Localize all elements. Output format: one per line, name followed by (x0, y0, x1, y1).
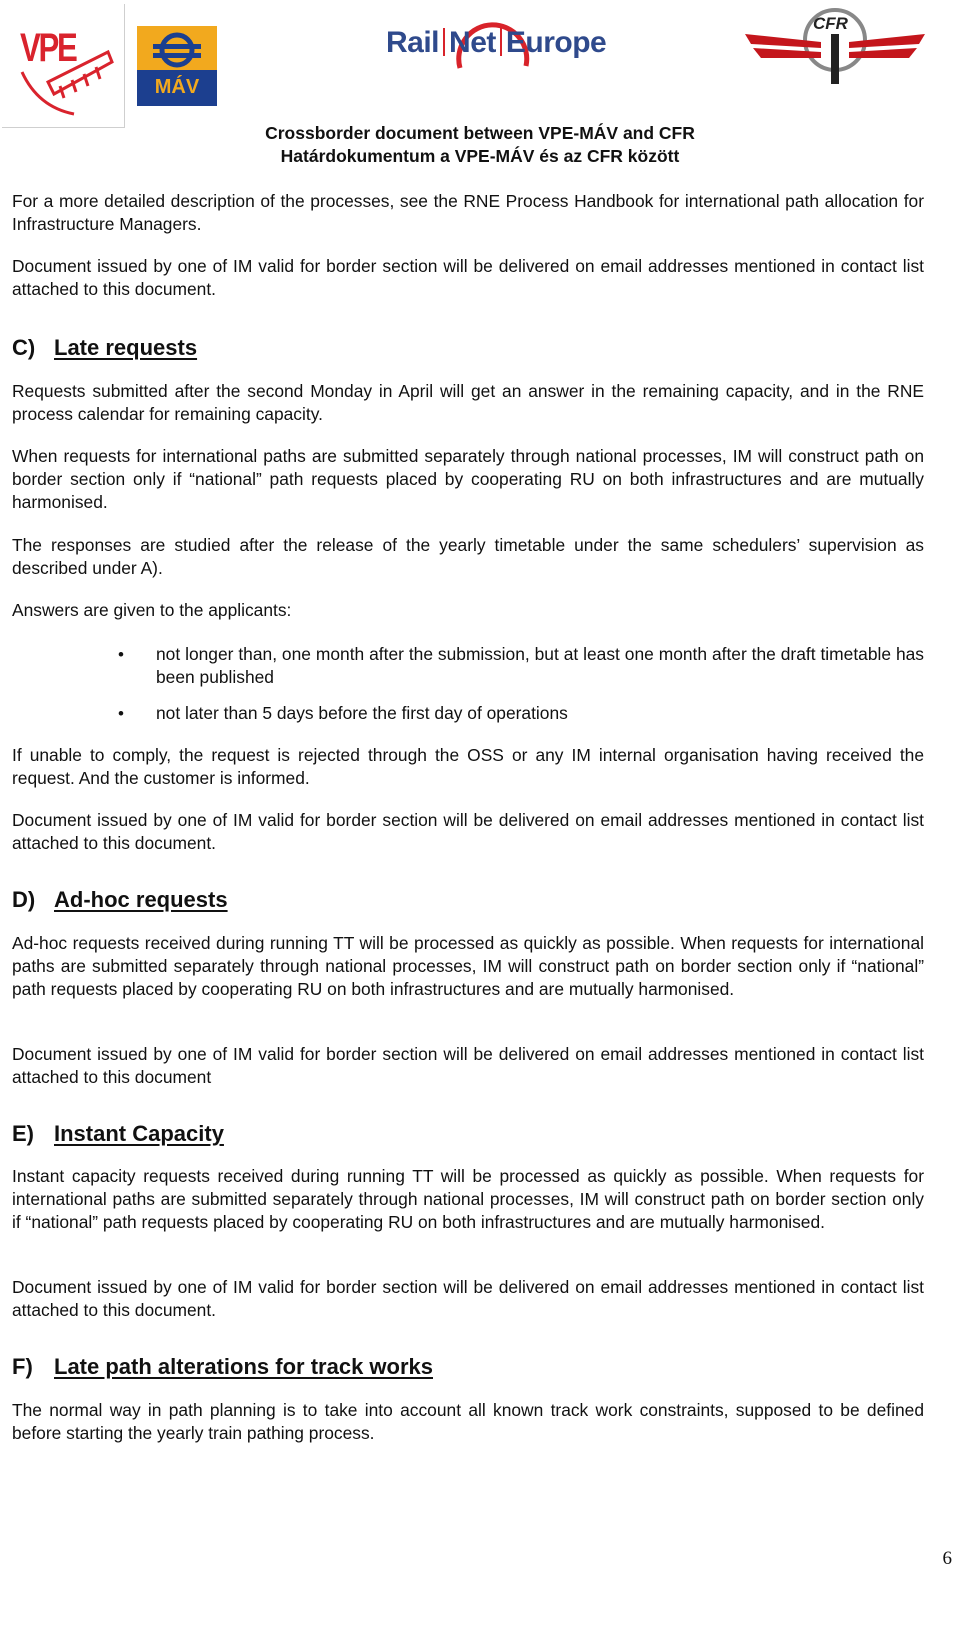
section-c-paragraph-3: The responses are studied after the release of the yearly timetable under the same schedulers’ supervision as described under A). (12, 535, 924, 578)
section-f-heading (12, 1354, 433, 1380)
rne-logo-text-net: Net (449, 26, 496, 59)
page-number: 6 (942, 1548, 952, 1569)
cfr-logo (741, 4, 929, 90)
vpe-logo-text: VPE (20, 26, 76, 70)
section-c-paragraph-6: Document issued by one of IM valid for border section will be delivered on email addresses mentioned in contact list attached to this document. (12, 810, 924, 853)
section-c-letter: C) (12, 335, 36, 360)
section-c-bullet-2: not later than 5 days before the first day of operations (156, 703, 568, 723)
vpe-logo (2, 4, 125, 128)
section-d-paragraph-2: Document issued by one of IM valid for border section will be delivered on email addresses mentioned in contact list attached to this document (12, 1044, 924, 1087)
section-d-paragraph-1: Ad-hoc requests received during running TT will be processed as quickly as possible. When requests for international paths are submitted separately through national processes, IM will construct path on border section only if “national” path requests placed by cooperating RU on both infrastructures and are mutually harmonised. (12, 933, 924, 999)
bullet-icon: • (118, 645, 124, 664)
section-c-bullet-1: not longer than, one month after the submission, but at least one month after the draft timetable has been published (156, 644, 924, 687)
section-f-letter: F) (12, 1354, 33, 1379)
intro-paragraph-2: Document issued by one of IM valid for border section will be delivered on email addresses mentioned in contact list attached to this document. (12, 256, 924, 299)
section-c-heading (12, 335, 197, 361)
bullet-icon: • (118, 704, 124, 723)
section-c-paragraph-1: Requests submitted after the second Monday in April will get an answer in the remaining capacity, and in the RNE process calendar for remaining capacity. (12, 381, 924, 424)
mav-emblem-icon (151, 30, 203, 70)
mav-logo (137, 26, 217, 106)
section-c-title: Late requests (54, 335, 198, 360)
section-f-title: Late path alterations for track works (54, 1354, 433, 1379)
section-d-title: Ad-hoc requests (54, 887, 228, 912)
section-c-paragraph-2: When requests for international paths are submitted separately through national processes, IM will construct path on border section only if “national” path requests placed by cooperating RU on both infrastructures and are mutually harmonised. (12, 446, 924, 512)
section-d-heading (12, 887, 228, 913)
rne-logo-text-rail: Rail (386, 26, 440, 59)
mav-logo-text: MÁV (154, 76, 200, 98)
section-f-paragraph-1: The normal way in path planning is to take into account all known track work constraints, supposed to be defined before starting the yearly train pathing process. (12, 1400, 924, 1443)
section-e-heading (12, 1121, 224, 1147)
section-c-paragraph-5: If unable to comply, the request is rejected through the OSS or any IM internal organisation having received the request. And the customer is informed. (12, 745, 924, 788)
section-e-paragraph-1: Instant capacity requests received during running TT will be processed as quickly as possible. When requests for international paths are submitted separately through national processes, IM will construct path on border section only if “national” path requests placed by cooperating RU on both infrastructures and are mutually harmonised. (12, 1166, 924, 1232)
section-e-title: Instant Capacity (54, 1121, 224, 1146)
intro-paragraph-1: For a more detailed description of the processes, see the RNE Process Handbook for international path allocation for Infrastructure Managers. (12, 191, 924, 234)
rne-logo-text-europe: Europe (505, 26, 607, 59)
section-d-letter: D) (12, 887, 36, 912)
section-c-paragraph-4: Answers are given to the applicants: (12, 600, 292, 620)
document-title-english: Crossborder document between VPE-MÁV and CFR (265, 123, 695, 143)
section-e-letter: E) (12, 1121, 34, 1146)
cfr-logo-text: CFR (813, 14, 848, 33)
section-e-paragraph-2: Document issued by one of IM valid for border section will be delivered on email addresses mentioned in contact list attached to this document. (12, 1277, 924, 1320)
document-title-hungarian: Határdokumentum a VPE-MÁV és az CFR között (280, 146, 680, 166)
rne-logo (386, 6, 626, 90)
